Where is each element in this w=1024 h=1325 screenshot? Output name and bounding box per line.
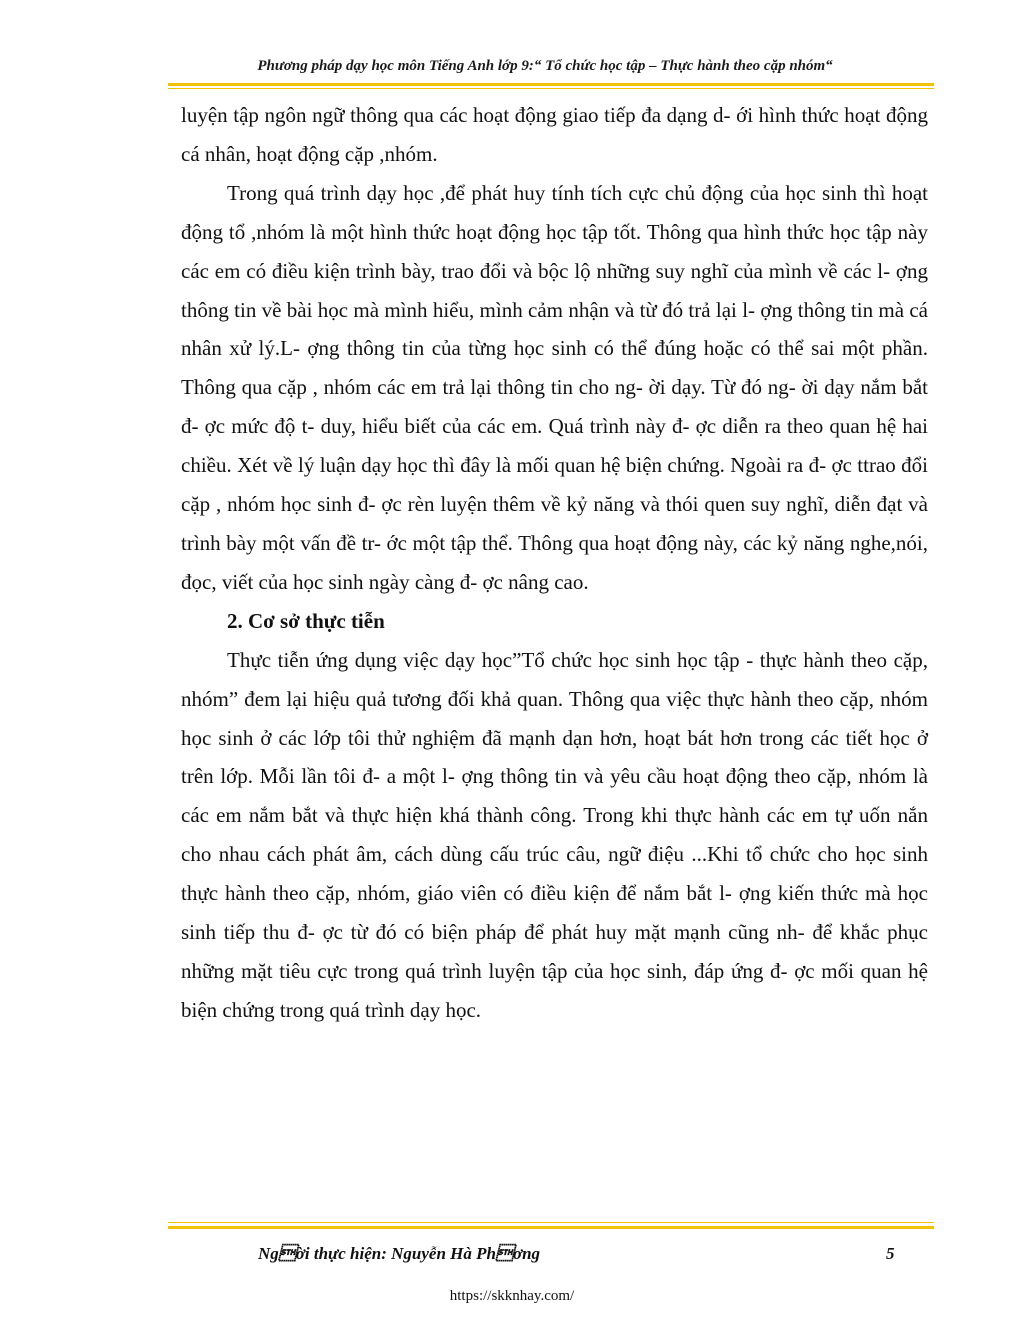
footer-rule-thick: [168, 1226, 934, 1229]
paragraph-continuation: luyện tập ngôn ngữ thông qua các hoạt động giao tiếp đa dạng d- ới hình thức hoạt động cá nhân, hoạt động cặp ,nhóm.: [181, 103, 928, 166]
header-title: Phương pháp dạy học môn Tiếng Anh lớp 9:“ Tổ chức học tập – Thực hành theo cặp nhóm“: [257, 58, 833, 74]
footer-author: Ngời thực hiện: Nguyễn Hà Phơng: [258, 1244, 541, 1263]
section-heading: 2. Cơ sở thực tiễn: [227, 608, 385, 633]
paragraph-group-activity: Trong quá trình dạy học ,để phát huy tính tích cực chủ động của học sinh thì hoạt động tổ ,nhóm là một hình thức hoạt động học tập tốt. Thông qua hình thức học tập này các em có điều kiện trình bày, trao đổi và bộc lộ những suy nghĩ của mình về các l- ợng thông tin về bài học mà mình hiểu, mình cảm nhận và từ đó trả lại l- ợng thông tin mà cá nhân xử lý.L- ợng thông tin của từng học sinh có thể đúng hoặc có thể sai một phần. Thông qua cặp , nhóm các em trả lại thông tin cho ng- ời dạy. Từ đó ng- ời dạy nắm bắt đ- ợc mức độ t- duy, hiểu biết của các em. Quá trình này đ- ợc diễn ra theo quan hệ hai chiều. Xét về lý luận dạy học thì đây là mối quan hệ biện chứng. Ngoài ra đ- ợc ttrao đổi cặp , nhóm học sinh đ- ợc rèn luyện thêm về kỷ năng và thói quen suy nghĩ, diễn đạt và trình bày một vấn đề tr- ớc một tập thể. Thông qua hoạt động này, các kỷ năng nghe,nói, đọc, viết của học sinh ngày càng đ- ợc nâng cao.: [181, 180, 928, 594]
document-body: [181, 96, 928, 1030]
header-rule-thin: [168, 88, 934, 89]
footer-rule-thin: [168, 1222, 934, 1223]
header-rule-thick: [168, 83, 934, 86]
source-url: https://skknhay.com/: [449, 1288, 575, 1304]
page-number: 5: [886, 1244, 895, 1263]
paragraph-practical-basis: Thực tiễn ứng dụng việc dạy học”Tổ chức học sinh học tập - thực hành theo cặp, nhóm” đem lại hiệu quả tương đối khả quan. Thông qua việc thực hành theo cặp, nhóm học sinh ở các lớp tôi thử nghiệm đã mạnh dạn hơn, hoạt bát hơn trong các tiết học ở trên lớp. Mỗi lần tôi đ- a một l- ợng thông tin và yêu cầu hoạt động theo cặp, nhóm là các em nắm bắt và thực hiện khá thành công. Trong khi thực hành các em tự uốn nắn cho nhau cách phát âm, cách dùng cấu trúc câu, ngữ điệu ...Khi tổ chức cho học sinh thực hành theo cặp, nhóm, giáo viên có điều kiện để nắm bắt l- ợng kiến thức mà học sinh tiếp thu đ- ợc từ đó có biện pháp để phát huy mặt mạnh cũng nh- để khắc phục những mặt tiêu cực trong quá trình luyện tập của học sinh, đáp ứng đ- ợc mối quan hệ biện chứng trong quá trình dạy học.: [181, 647, 928, 1022]
